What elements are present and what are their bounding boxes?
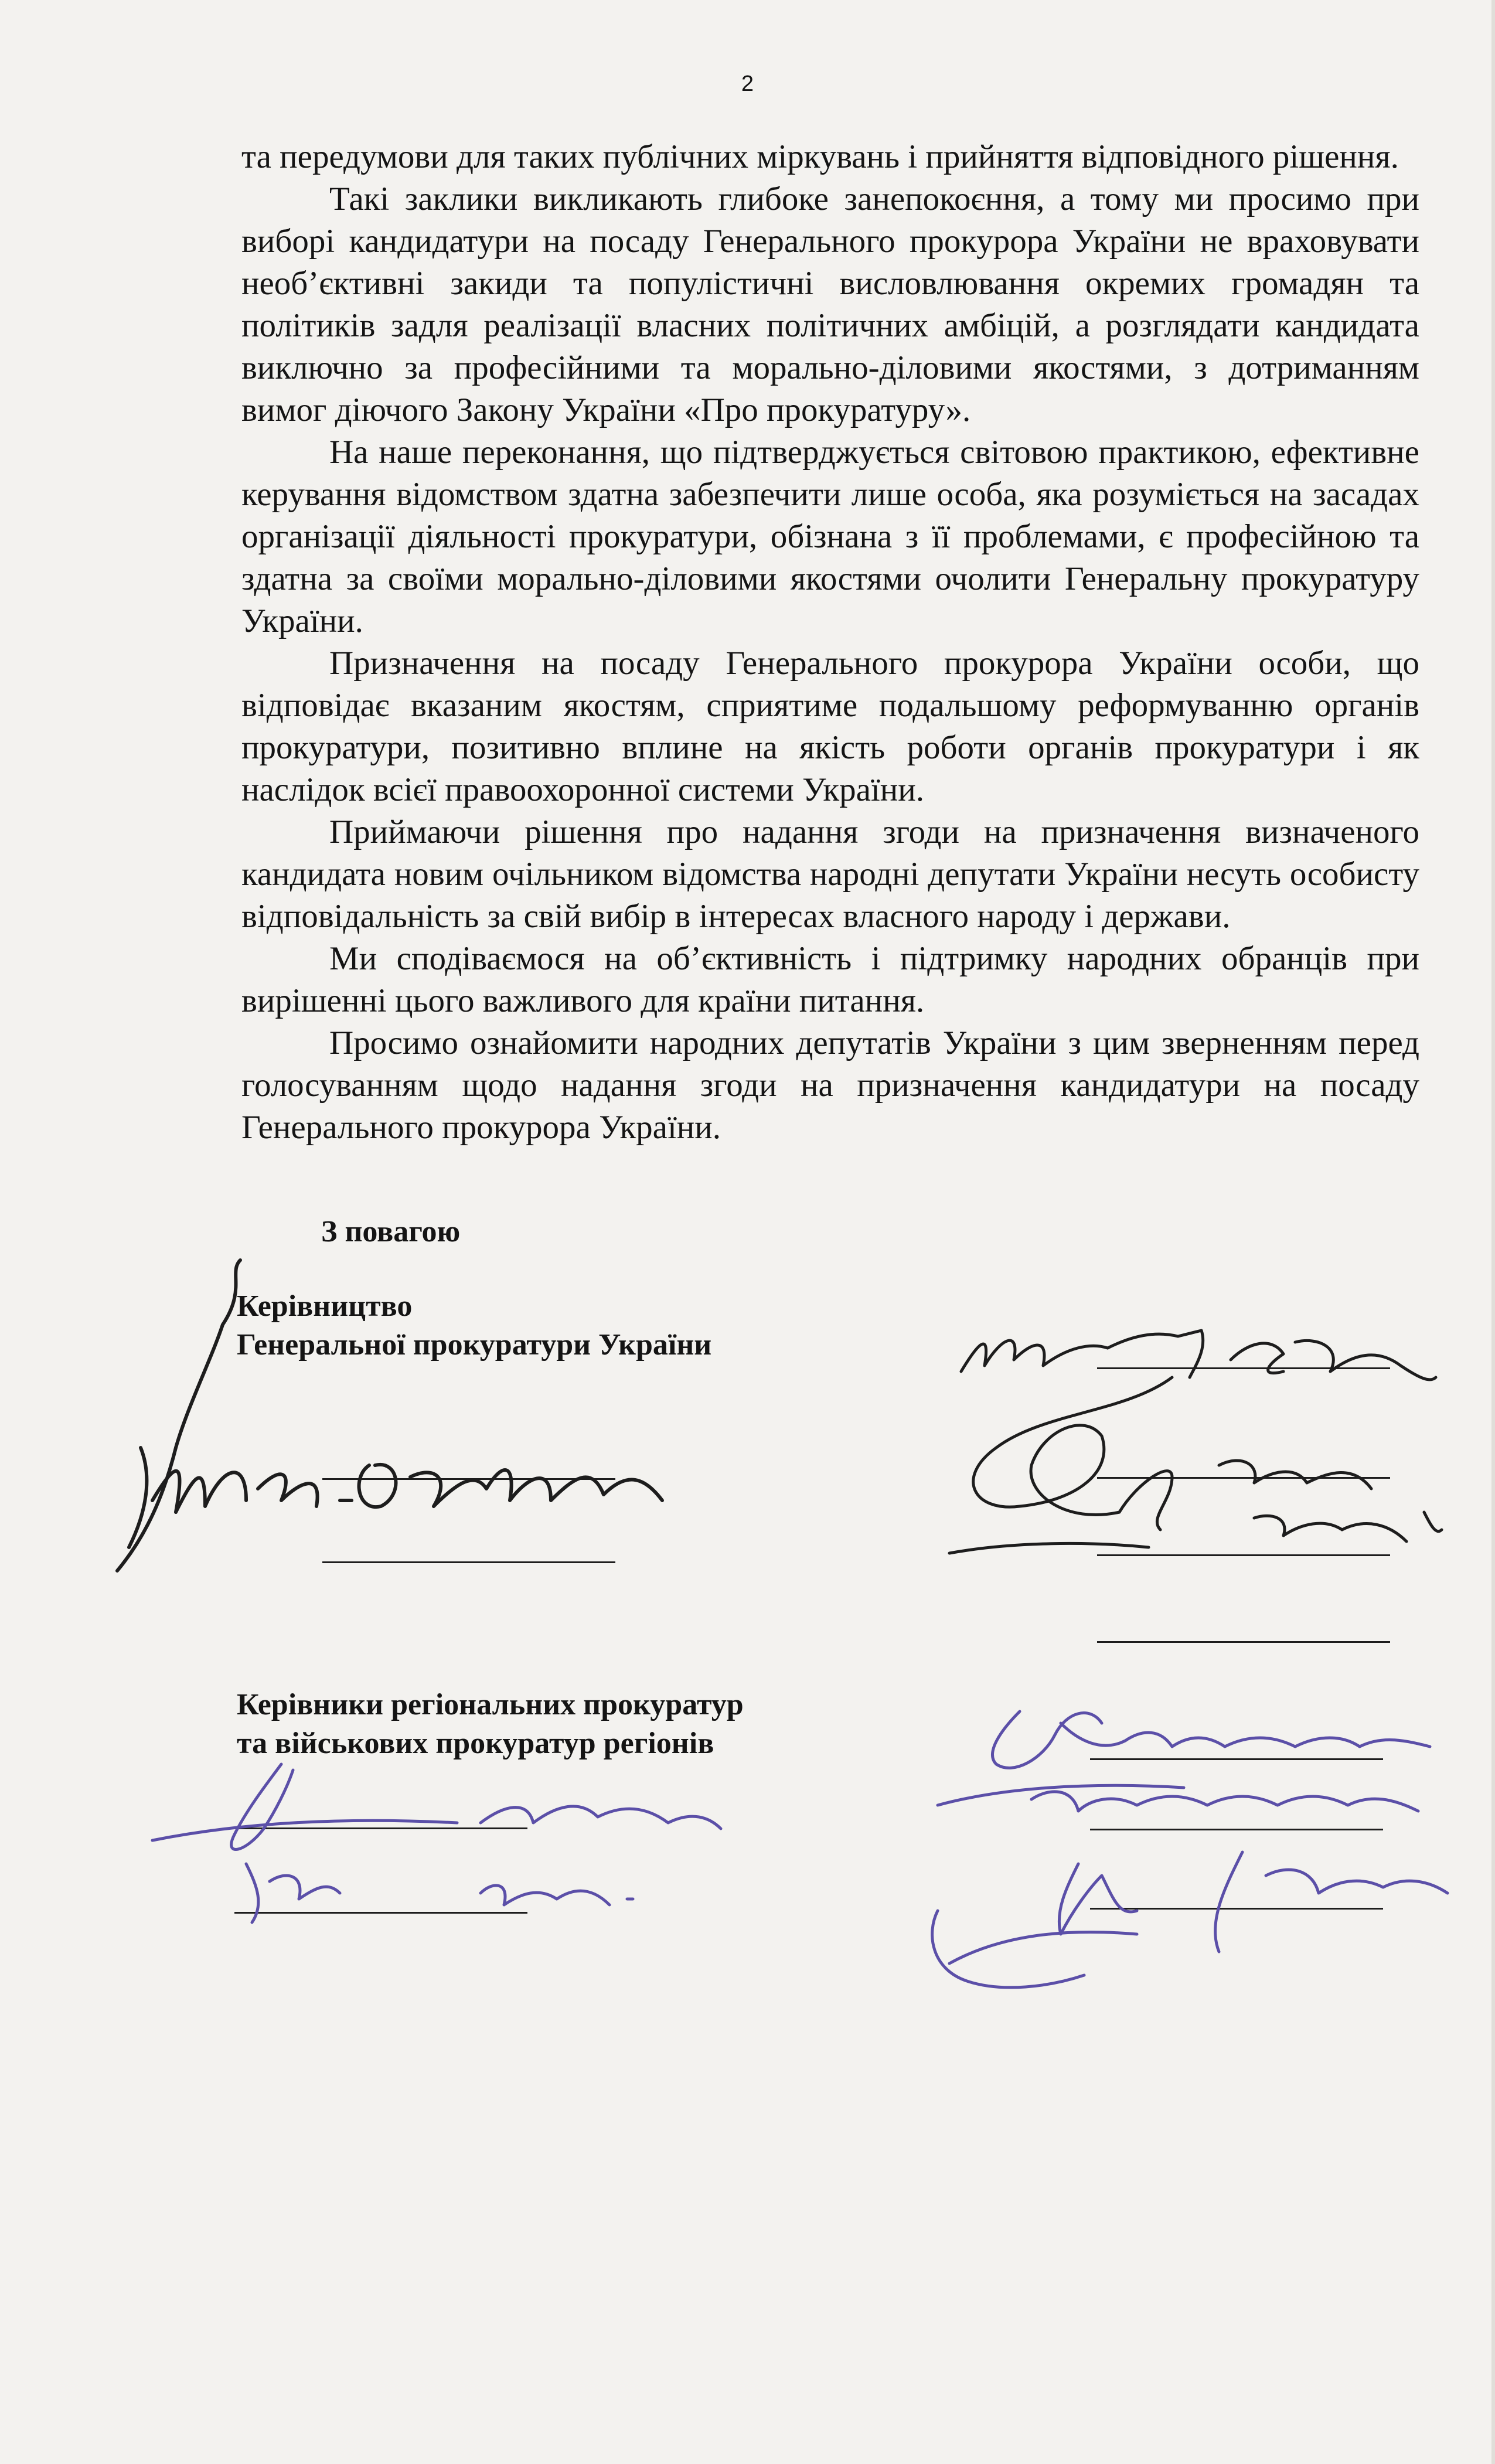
closing-salutation: З повагою bbox=[321, 1215, 461, 1248]
signature-leadership-main bbox=[105, 1254, 680, 1582]
letter-body bbox=[241, 136, 1419, 1149]
signature-regional-right bbox=[914, 1688, 1465, 2004]
leadership-heading-line-1: Керівництво bbox=[237, 1289, 413, 1323]
signature-holub-zalevko bbox=[926, 1366, 1453, 1571]
signature-kreysevych-mamedov bbox=[152, 1752, 727, 1928]
paragraph-4: Призначення на посаду Генерального прокурора України особи, що відповідає вказаним якостям, сприятиме подальшому реформуванню органів прокуратури, позитивно вплине на якість роботи органів прокуратури і як наслідок всієї правоохоронної системи України. bbox=[241, 645, 1419, 808]
regional-heading-line-1: Керівники регіональних прокуратур bbox=[237, 1688, 744, 1721]
paragraph-2: Такі заклики викликають глибоке занепокоєння, а тому ми просимо при виборі кандидатури на посаду Генерального прокурора України не враховувати необ’єктивні закиди та популістичні висловлювання окремих громадян та політиків задля реалізації власних політичних амбіцій, а розглядати кандидата виключно за професійними та морально-діловими якостями, з дотриманням вимог діючого Закону України «Про прокуратуру». bbox=[241, 181, 1419, 428]
paragraph-5: Приймаючи рішення про надання згоди на призначення визначеного кандидата новим очільником відомства народні депутати України несуть особисту відповідальність за свій вибір в інтересах власного народу і держави. bbox=[241, 814, 1419, 935]
page-number: 2 bbox=[741, 72, 754, 96]
scan-edge bbox=[1491, 0, 1495, 2464]
regional-heading-line-2: та військових прокуратур регіонів bbox=[237, 1727, 714, 1760]
regional-heading bbox=[237, 1686, 744, 1763]
paragraph-7: Просимо ознайомити народних депутатів України з цим зверненням перед голосуванням щодо надання згоди на призначення кандидатури на посаду Генерального прокурора України. bbox=[241, 1025, 1419, 1146]
paragraph-3: На наше переконання, що підтверджується світовою практикою, ефективне керування відомством здатна забезпечити лише особа, яка розуміється на засадах організації діяльності прокуратури, обізнана з її проблемами, є професійною та здатна за своїми морально-діловими якостями очолити Генеральну прокуратуру України. bbox=[241, 434, 1419, 639]
paragraph-1: та передумови для таких публічних міркувань і прийняття відповідного рішення. bbox=[241, 138, 1399, 175]
leadership-heading-line-2: Генеральної прокуратури України bbox=[237, 1328, 712, 1362]
paragraph-6: Ми сподіваємося на об’єктивність і підтримку народних обранців при вирішенні цього важливого для країни питання. bbox=[241, 940, 1419, 1019]
sign-line-right-4 bbox=[1097, 1641, 1390, 1643]
